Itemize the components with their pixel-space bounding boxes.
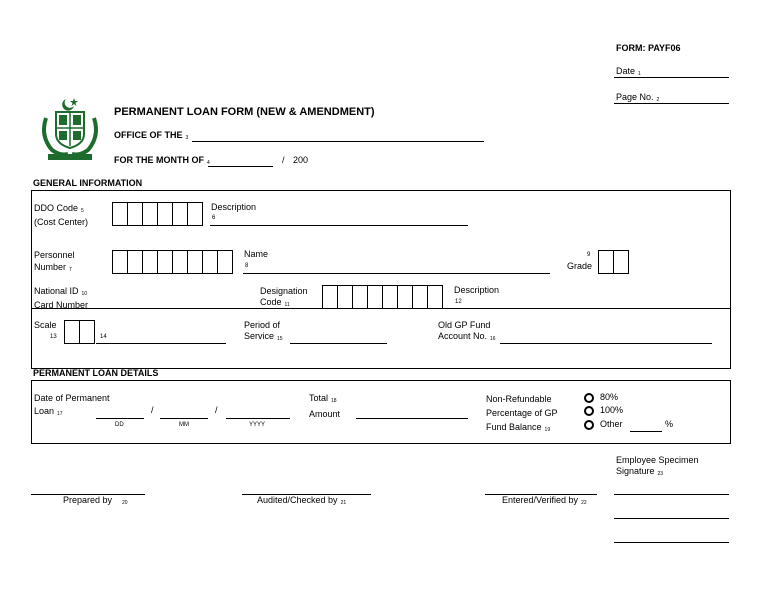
yyyy-hint: YYYY xyxy=(249,422,266,428)
option-100-label: 100% xyxy=(600,405,624,415)
date-sep-2: / xyxy=(215,405,218,415)
option-other-label: Other xyxy=(600,419,623,429)
prepared-by-label: Prepared by $_{20}$ xyxy=(63,495,128,506)
ddo-description-field[interactable] xyxy=(210,225,468,226)
name-label: Name xyxy=(244,249,269,259)
loan-year-field[interactable] xyxy=(226,418,290,419)
entered-by-label: Entered/Verified by $_{22}$ xyxy=(502,495,587,506)
year-separator: / xyxy=(282,155,285,165)
mm-hint: MM xyxy=(179,422,189,428)
scale-cells[interactable] xyxy=(64,320,95,344)
designation-description-field[interactable] xyxy=(453,308,731,309)
loan-details-box xyxy=(31,380,731,444)
ddo-description-num: 6 xyxy=(212,215,216,221)
gp-fund-account-field[interactable] xyxy=(500,343,712,344)
grade-label: Grade xyxy=(567,261,593,271)
form-title: PERMANENT LOAN FORM (NEW & AMENDMENT) xyxy=(114,106,375,118)
national-id-field[interactable] xyxy=(112,308,242,309)
loan-day-field[interactable] xyxy=(96,418,144,419)
office-label: OFFICE OF THE $_3$ xyxy=(114,130,189,141)
month-label: FOR THE MONTH OF $_4$ xyxy=(114,155,210,166)
period-of-service-field[interactable] xyxy=(290,343,387,344)
radio-80[interactable] xyxy=(584,393,594,403)
specimen-signature-label: Employee Specimen Signature $_{23}$ xyxy=(616,455,699,477)
designation-code-cells[interactable] xyxy=(322,285,443,309)
grade-cells[interactable] xyxy=(598,250,629,274)
option-80-label: 80% xyxy=(600,392,619,402)
personnel-number-label: Personnel Number $_7$ xyxy=(34,250,75,273)
percent-sign: % xyxy=(665,419,674,429)
scale-num: 13 xyxy=(50,334,57,340)
date-field[interactable] xyxy=(614,77,729,78)
form-code: FORM: PAYF06 xyxy=(616,43,681,53)
non-refundable-label: Non-Refundable Percentage of GP Fund Balance $_{19}$ xyxy=(486,394,558,433)
scale-label: Scale xyxy=(34,320,57,330)
radio-100[interactable] xyxy=(584,406,594,416)
designation-code-label: Designation Code $_{11}$ xyxy=(260,286,308,308)
total-amount-field[interactable] xyxy=(356,418,468,419)
office-field[interactable] xyxy=(192,141,484,142)
personnel-number-cells[interactable] xyxy=(112,250,233,274)
dd-hint: DD xyxy=(115,422,124,428)
month-field[interactable] xyxy=(208,166,273,167)
scale-num-2: 14 xyxy=(100,334,107,340)
other-percent-field[interactable] xyxy=(630,431,662,432)
date-label: Date $_1$ xyxy=(616,66,641,77)
loan-details-heading: PERMANENT LOAN DETAILS xyxy=(33,368,159,378)
date-sep-1: / xyxy=(151,405,154,415)
ddo-code-cells[interactable] xyxy=(112,202,203,226)
ddo-description-label: Description xyxy=(211,202,257,212)
designation-description-label: Description xyxy=(454,285,500,295)
page-no-label: Page No. $_2$ xyxy=(616,92,660,103)
scale-field[interactable] xyxy=(96,343,226,344)
gp-fund-account-label: Old GP Fund Account No. $_{16}$ xyxy=(438,320,496,342)
page-no-field[interactable] xyxy=(614,103,729,104)
specimen-signature-line-1[interactable] xyxy=(614,494,729,495)
loan-month-field[interactable] xyxy=(160,418,208,419)
period-of-service-label: Period of Service $_{15}$ xyxy=(244,320,283,342)
loan-date-label: Date of Permanent Loan $_{17}$ xyxy=(34,393,110,417)
ddo-code-label: DDO Code $_5$ (Cost Center) xyxy=(34,203,89,227)
state-emblem xyxy=(38,96,102,162)
grade-num: 9 xyxy=(587,252,591,258)
specimen-signature-line-2[interactable] xyxy=(614,518,729,519)
total-amount-label: Total $_{18}$ Amount xyxy=(309,393,341,419)
radio-other[interactable] xyxy=(584,420,594,430)
audited-by-label: Audited/Checked by $_{21}$ xyxy=(257,495,347,506)
specimen-signature-line-3[interactable] xyxy=(614,542,729,543)
name-num: 8 xyxy=(245,263,249,269)
general-info-heading: GENERAL INFORMATION xyxy=(33,178,143,188)
name-field[interactable] xyxy=(243,273,550,274)
designation-description-num: 12 xyxy=(455,299,462,305)
national-id-label: National ID $_{10}$ Card Number xyxy=(34,286,89,310)
year-prefix: 200 xyxy=(293,155,309,165)
